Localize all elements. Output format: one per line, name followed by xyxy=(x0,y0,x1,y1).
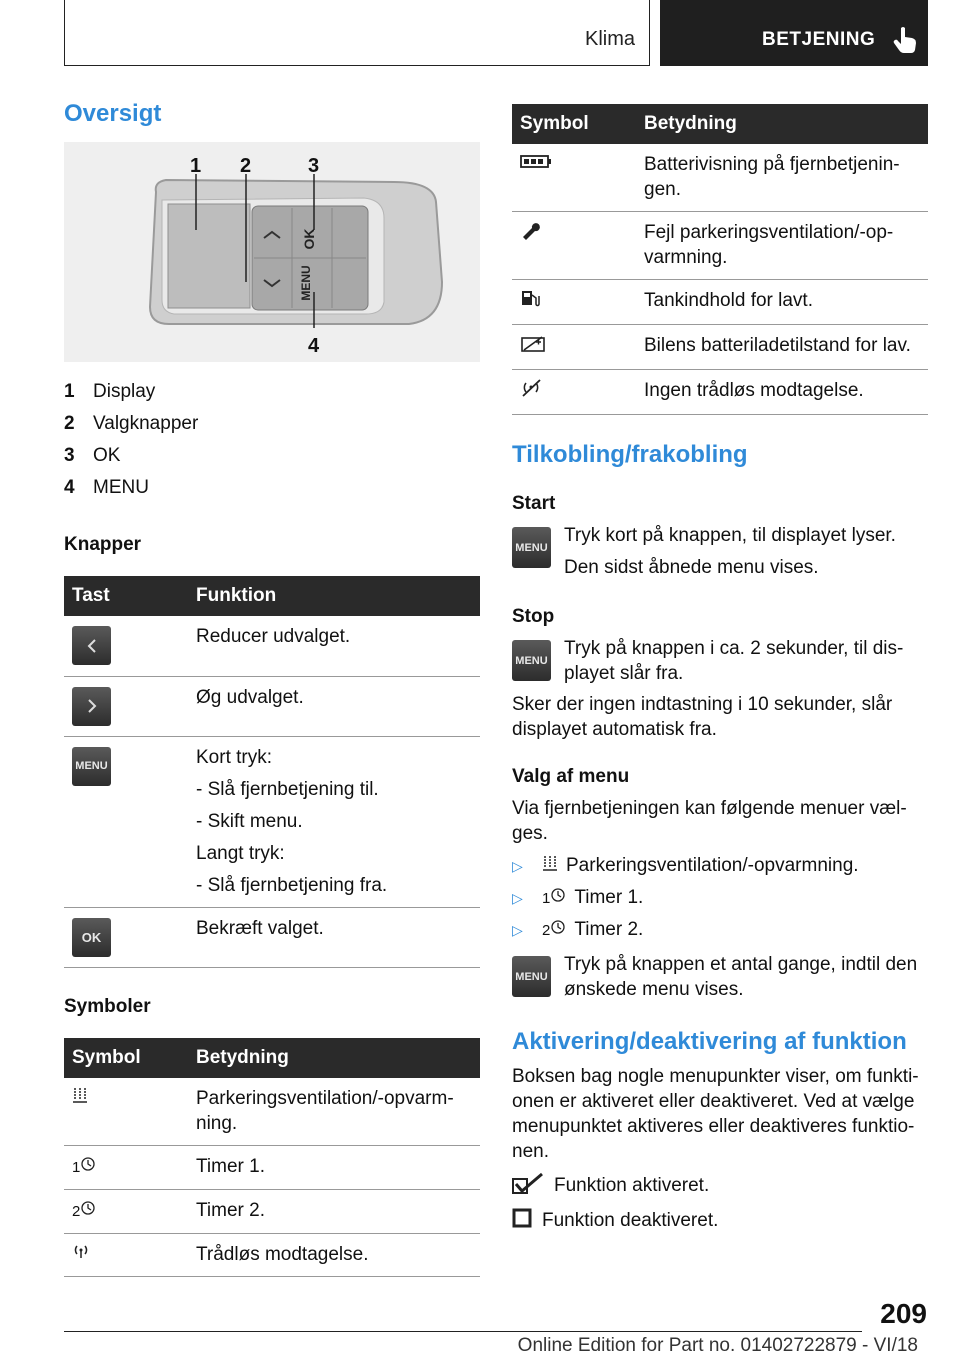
knapper-heading: Knapper xyxy=(64,534,142,555)
table-row: Tankindhold for lavt. xyxy=(512,280,928,325)
table-row: Trådløs modtagelse. xyxy=(64,1233,480,1276)
remote-illustration xyxy=(64,142,480,362)
empty-box-icon xyxy=(512,1208,532,1234)
callout-1: 1 xyxy=(190,155,202,177)
start-heading: Start xyxy=(512,493,556,514)
valg-instruction: MENU Tryk på knappen et antal gange, indtil den ønskede menu vises. xyxy=(512,952,928,1002)
page-header xyxy=(64,0,928,66)
bullet-triangle-icon: ▷ xyxy=(512,921,523,938)
table-row: Fejl parkeringsventilation/-op-varmning. xyxy=(512,212,928,280)
callout-2: 2 xyxy=(240,155,252,177)
list-item: 2 Valgknapper xyxy=(64,413,199,434)
no-signal-icon xyxy=(520,382,544,403)
fob-menu-label: MENU xyxy=(299,265,313,301)
pointing-hand-icon xyxy=(892,26,918,54)
list-item: 3 OK xyxy=(64,445,121,466)
timer2-icon xyxy=(550,919,566,941)
list-item: 1 Display xyxy=(64,381,156,402)
right-column xyxy=(512,104,928,1234)
callout-3: 3 xyxy=(308,155,320,177)
bullet-triangle-icon: ▷ xyxy=(512,889,523,906)
battery-icon xyxy=(520,154,552,175)
table-row: Parkeringsventilation/-opvarm-ning. xyxy=(64,1078,480,1146)
table-row: Batterivisning på fjernbetjenin-gen. xyxy=(512,144,928,212)
ok-button-icon: OK xyxy=(72,918,111,957)
aktiv-paragraph: Boksen bag nogle menupunkter viser, om funkti-onen er aktiveret eller deaktiveret. Ved at vælge menupunktet aktiveres eller deaktiveres funktio-nen. xyxy=(512,1066,919,1162)
heating-icon xyxy=(72,1088,88,1109)
symboler-heading: Symboler xyxy=(64,995,151,1017)
table-header: Symbol Betydning xyxy=(64,1038,480,1078)
arrow-right-button-icon xyxy=(72,687,111,726)
aktiv-on-row: Funktion aktiveret. xyxy=(512,1172,928,1200)
start-instruction: MENU Tryk kort på knappen, til displayet lyser. Den sidst åbnede menu vises. xyxy=(512,523,928,580)
keys-table xyxy=(64,576,480,968)
edition-note: Online Edition for Part no. 01402722879 - VI/18 xyxy=(517,1335,918,1356)
list-item: ▷ Parkeringsventilation/-opvarmning. xyxy=(512,855,859,876)
menu-list xyxy=(512,850,928,946)
section-title-aktivering: Aktivering/deaktivering af funktion xyxy=(512,1028,907,1055)
footer-divider xyxy=(64,1331,862,1332)
section-title-tilkobling: Tilkobling/frakobling xyxy=(512,441,748,468)
table-row: MENU Kort tryk: - Slå fjernbetjening til. - Skift menu. Langt tryk: - Slå fjernbetjening fra. xyxy=(64,736,480,907)
table-row: OK Bekræft valget. xyxy=(64,907,480,967)
left-column xyxy=(64,100,480,1277)
remote-control-figure xyxy=(64,142,480,362)
valg-heading: Valg af menu xyxy=(512,766,630,787)
aktiv-off-row: Funktion deaktiveret. xyxy=(512,1208,928,1234)
header-section: BETJENING xyxy=(762,29,876,50)
section-title-oversigt: Oversigt xyxy=(64,100,162,127)
wrench-icon xyxy=(520,224,542,245)
bullet-triangle-icon: ▷ xyxy=(512,857,523,874)
car-battery-icon xyxy=(520,337,548,358)
list-item: ▷ 2 Timer 2. xyxy=(512,919,644,940)
callout-legend xyxy=(64,376,480,504)
menu-button-icon: MENU xyxy=(512,956,551,997)
menu-button-icon: MENU xyxy=(512,527,551,568)
header-chapter-box xyxy=(64,0,650,66)
table-header: Tast Funktion xyxy=(64,576,480,616)
list-item: 4 MENU xyxy=(64,477,149,498)
wireless-icon xyxy=(72,1244,90,1265)
symbols-table-right xyxy=(512,104,928,415)
callout-4: 4 xyxy=(308,335,320,357)
timer1-icon xyxy=(550,887,566,909)
stop-instruction: MENU Tryk på knappen i ca. 2 sekunder, til dis-playet slår fra. xyxy=(512,636,928,686)
menu-button-icon: MENU xyxy=(512,640,551,681)
header-section-box xyxy=(660,0,928,66)
table-row: Ingen trådløs modtagelse. xyxy=(512,370,928,415)
fob-ok-label: OK xyxy=(301,228,317,250)
symbols-table-left xyxy=(64,1038,480,1277)
page-number: 209 xyxy=(880,1298,927,1329)
header-chapter: Klima xyxy=(584,28,635,50)
table-header: Symbol Betydning xyxy=(512,104,928,144)
table-row: 1 Timer 1. xyxy=(64,1145,480,1189)
arrow-left-button-icon xyxy=(72,626,111,665)
table-row: Øg udvalget. xyxy=(64,676,480,736)
menu-button-icon: MENU xyxy=(72,747,111,786)
timer2-icon xyxy=(80,1200,96,1221)
valg-paragraph: Via fjernbetjeningen kan følgende menuer væl-ges. xyxy=(512,798,907,844)
list-item: ▷ 1 Timer 1. xyxy=(512,887,644,908)
stop-paragraph: Sker der ingen indtastning i 10 sekunder, slår displayet automatisk fra. xyxy=(512,694,893,740)
fuel-icon xyxy=(520,292,540,313)
table-row: Bilens batteriladetilstand for lav. xyxy=(512,325,928,370)
checked-box-icon xyxy=(512,1172,544,1200)
stop-heading: Stop xyxy=(512,606,555,627)
table-row: 2 Timer 2. xyxy=(64,1189,480,1233)
table-row: Reducer udvalget. xyxy=(64,616,480,676)
heating-icon xyxy=(542,854,558,878)
timer1-icon xyxy=(80,1156,96,1177)
